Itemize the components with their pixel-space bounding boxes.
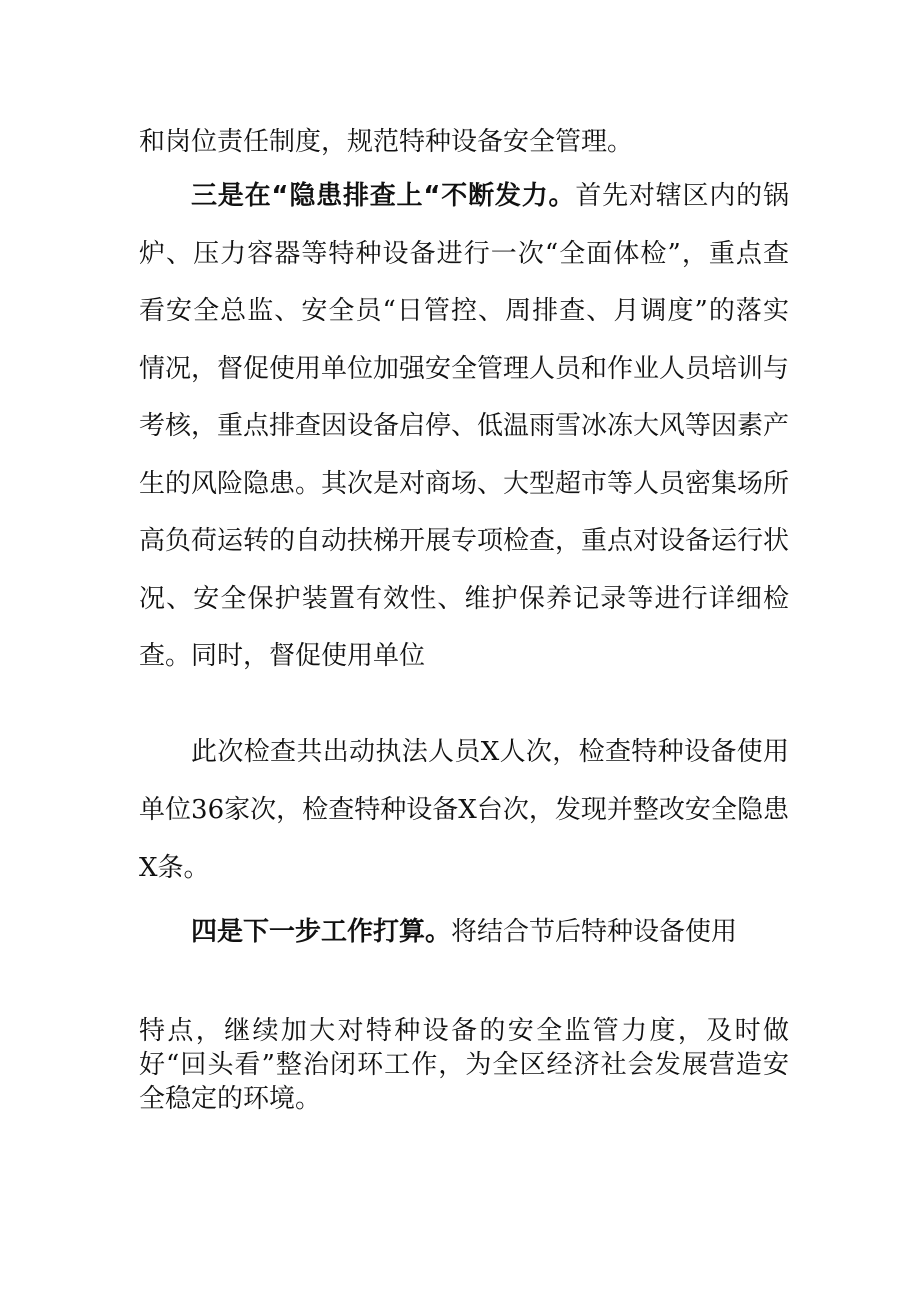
paragraph-1 <box>139 124 789 160</box>
paragraph-4-text: 将结合节后特种设备使用 <box>451 917 738 947</box>
paragraph-3-text: 此次检查共出动执法人员X人次，检查特种设备使用单位36家次，检查特种设备X台次，发现并整改安全隐患X条。 <box>139 737 789 883</box>
paragraph-5-text: 特点，继续加大对特种设备的安全监管力度，及时做好“回头看”整治闭环工作，为全区经济社会发展营造安全稳定的环境。 <box>139 1016 789 1114</box>
paragraph-4-lead: 四是下一步工作打算。 <box>191 917 452 947</box>
paragraph-2 <box>139 168 789 686</box>
paragraph-2-text: 首先对辖区内的锅炉、压力容器等特种设备进行一次“全面体检”，重点查看安全总监、安全员“日管控、周排查、月调度”的落实情况，督促使用单位加强安全管理人员和作业人员培训与考核，重点排查因设备启停、低温雨雪冰冻大风等因素产生的风险隐患。其次是对商场、大型超市等人员密集场所高负荷运转的自动扶梯开展专项检查，重点对设备运行状况、安全保护装置有效性、维护保养记录等进行详细检查。同时，督促使用单位 <box>139 181 790 671</box>
paragraph-4 <box>139 912 789 952</box>
paragraph-1-text: 和岗位责任制度，规范特种设备安全管理。 <box>139 127 634 157</box>
paragraph-2-lead: 三是在“隐患排查上“不断发力。 <box>191 181 576 211</box>
paragraph-5 <box>139 1014 789 1116</box>
paragraph-3 <box>139 723 789 897</box>
